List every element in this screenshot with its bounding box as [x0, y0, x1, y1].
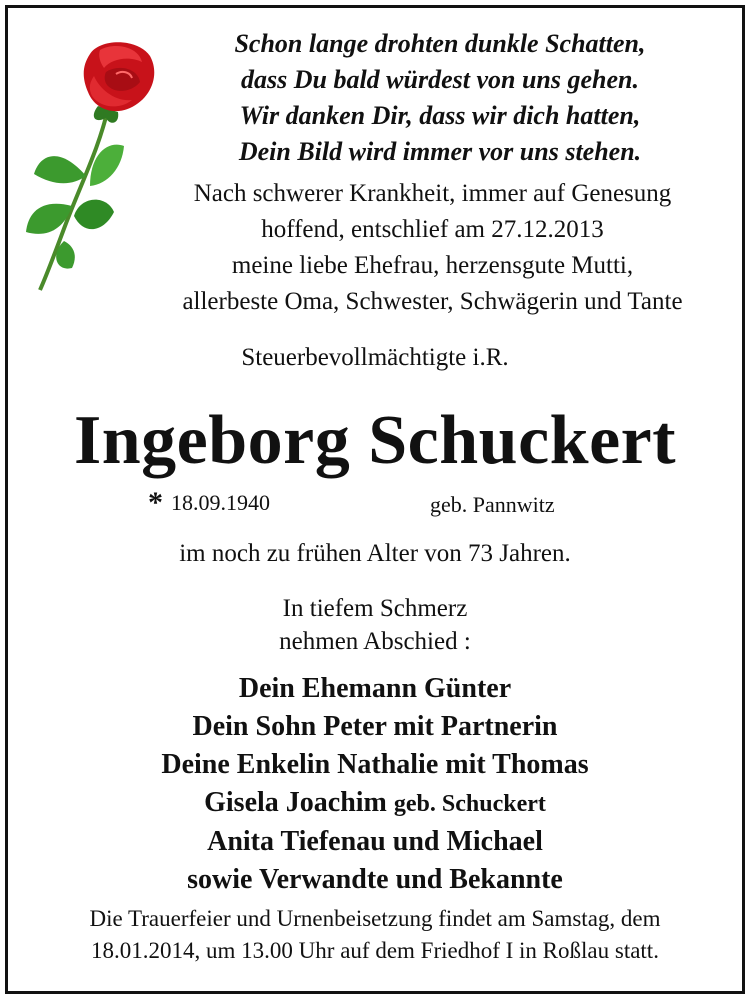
mourner-name: Gisela Joachim — [204, 787, 387, 818]
mourners-list — [0, 670, 750, 899]
funeral-notice — [0, 903, 750, 967]
grief-text — [0, 592, 750, 658]
birth-date: 18.09.1940 — [171, 490, 270, 515]
birth-info — [148, 486, 270, 519]
mourner-line: Deine Enkelin Nathalie mit Thomas — [161, 749, 589, 780]
poem-line: Dein Bild wird immer vor uns stehen. — [238, 137, 642, 166]
mourner-line — [0, 784, 750, 823]
intro-text — [130, 176, 735, 320]
funeral-line: 18.01.2014, um 13.00 Uhr auf dem Friedhof I in Roßlau statt. — [91, 938, 659, 963]
deceased-name: Ingeborg Schuckert — [73, 402, 677, 479]
intro-line: Nach schwerer Krankheit, immer auf Genesung — [193, 180, 672, 207]
poem-line: Schon lange drohten dunkle Schatten, — [234, 29, 646, 58]
age-line: im noch zu frühen Alter von 73 Jahren. — [179, 540, 571, 567]
occupation: Steuerbevollmächtigte i.R. — [241, 344, 509, 371]
mourner-line: Dein Sohn Peter mit Partnerin — [192, 711, 558, 742]
poem-line: dass Du bald würdest von uns gehen. — [240, 65, 640, 94]
maiden-name: geb. Pannwitz — [430, 492, 555, 517]
poem-line: Wir danken Dir, dass wir dich hatten, — [239, 101, 641, 130]
mourner-line: sowie Verwandte und Bekannte — [187, 864, 563, 895]
funeral-line: Die Trauerfeier und Urnenbeisetzung findet am Samstag, dem — [89, 906, 661, 931]
birth-star-icon: * — [148, 486, 163, 519]
poem — [180, 26, 700, 170]
intro-line: allerbeste Oma, Schwester, Schwägerin und Tante — [182, 288, 683, 315]
intro-line: hoffend, entschlief am 27.12.2013 — [261, 216, 604, 243]
grief-line: nehmen Abschied : — [279, 628, 471, 655]
intro-line: meine liebe Ehefrau, herzensgute Mutti, — [231, 252, 634, 279]
grief-line: In tiefem Schmerz — [282, 595, 468, 622]
mourner-suffix: geb. Schuckert — [393, 791, 546, 817]
mourner-line: Dein Ehemann Günter — [238, 673, 512, 704]
mourner-line: Anita Tiefenau und Michael — [207, 826, 543, 857]
